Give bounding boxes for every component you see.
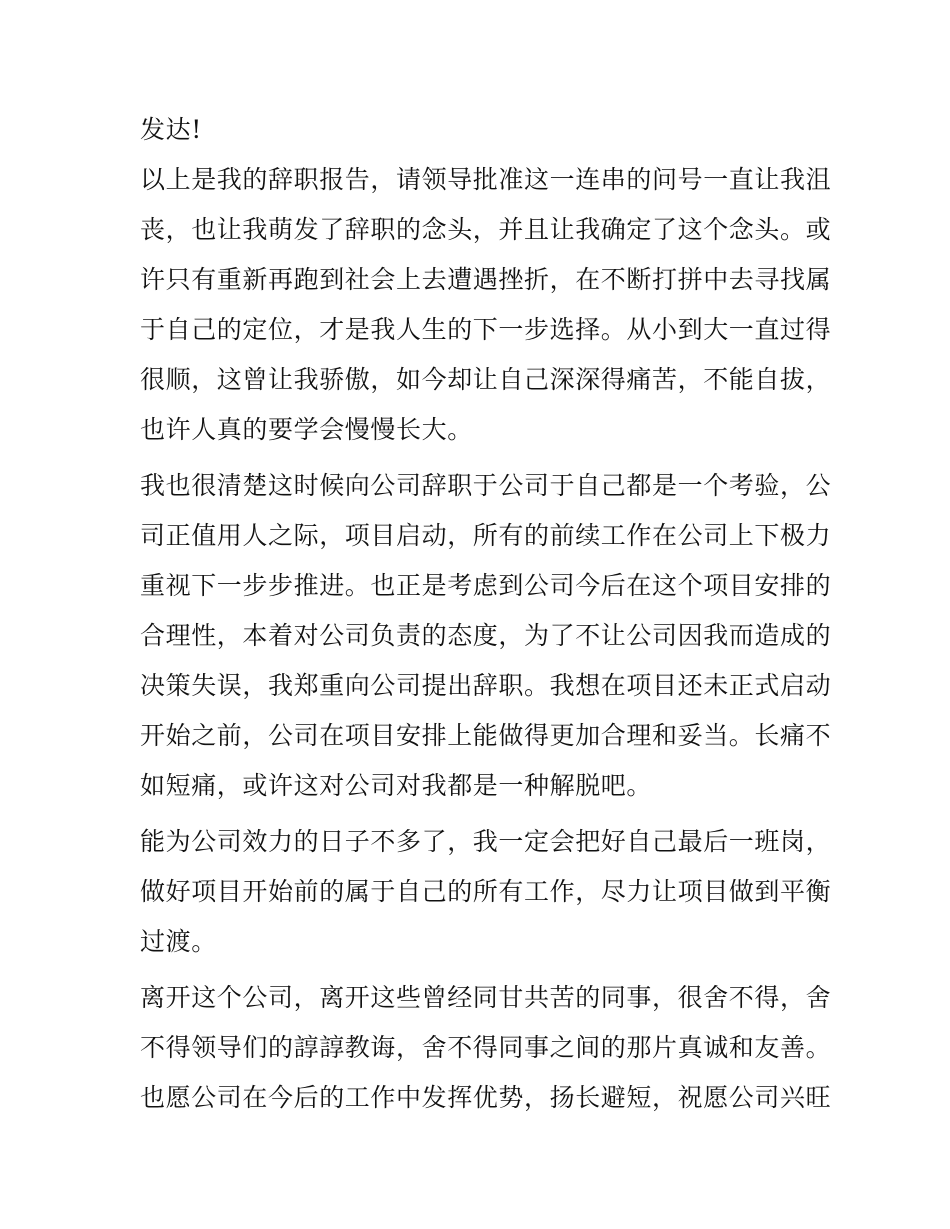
text-line: 决策失误，我郑重向公司提出辞职。我想在项目还未正式启动 <box>140 671 832 700</box>
text-line: 司正值用人之际，项目启动，所有的前续工作在公司上下极力 <box>140 521 832 550</box>
text-line: 离开这个公司，离开这些曾经同甘共苦的同事，很舍不得，舍 <box>140 983 832 1012</box>
text-line: 也愿公司在今后的工作中发挥优势，扬长避短，祝愿公司兴旺 <box>140 1083 832 1112</box>
text-line: 开始之前，公司在项目安排上能做得更加合理和妥当。长痛不 <box>140 721 832 750</box>
text-line: 能为公司效力的日子不多了，我一定会把好自己最后一班岗， <box>140 827 832 856</box>
text-line: 于自己的定位，才是我人生的下一步选择。从小到大一直过得 <box>140 315 832 344</box>
text-line: 不得领导们的諄諄教诲，舍不得同事之间的那片真诚和友善。 <box>140 1033 832 1062</box>
text-line: 丧，也让我萌发了辞职的念头，并且让我确定了这个念头。或 <box>140 215 832 244</box>
text-line: 也许人真的要学会慢慢长大。 <box>140 415 473 444</box>
text-line: 如短痛，或许这对公司对我都是一种解脱吧。 <box>140 771 653 800</box>
text-line: 我也很清楚这时候向公司辞职于公司于自己都是一个考验，公 <box>140 471 832 500</box>
text-line: 以上是我的辞职报告，请领导批准这一连串的问号一直让我沮 <box>140 165 832 194</box>
text-line: 许只有重新再跑到社会上去遭遇挫折，在不断打拼中去寻找属 <box>140 265 832 294</box>
text-line: 重视下一步步推进。也正是考虑到公司今后在这个项目安排的 <box>140 571 832 600</box>
text-line: 很顺，这曾让我骄傲，如今却让自己深深得痛苦，不能自拔， <box>140 365 832 394</box>
text-line: 发达! <box>140 115 202 144</box>
text-line: 合理性，本着对公司负责的态度，为了不让公司因我而造成的 <box>140 621 832 650</box>
text-line: 过渡。 <box>140 927 217 956</box>
text-line: 做好项目开始前的属于自己的所有工作，尽力让项目做到平衡 <box>140 877 832 906</box>
